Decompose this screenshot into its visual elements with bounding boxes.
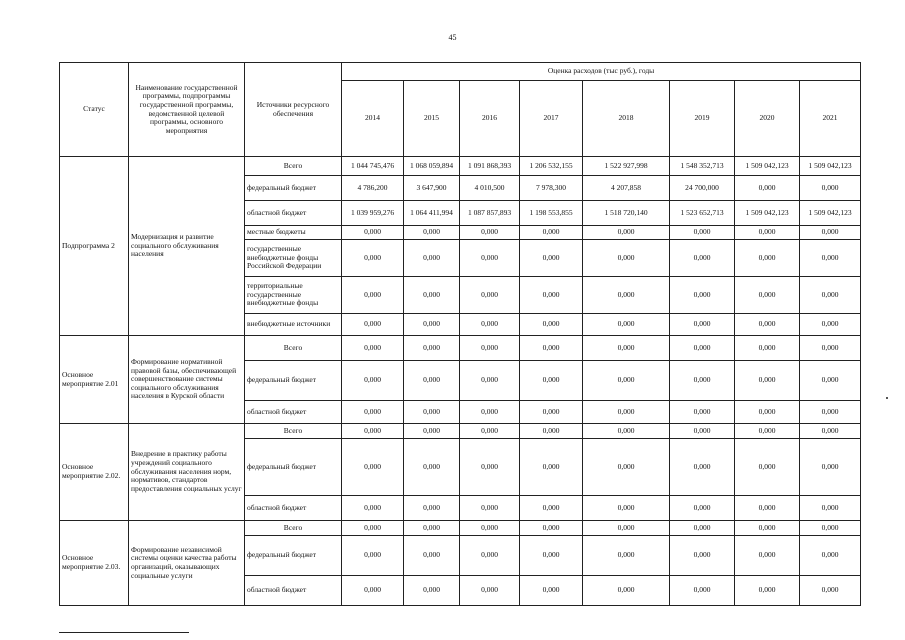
value-cell: 0,000 — [583, 401, 670, 424]
footnote-line — [59, 632, 189, 633]
status-cell: Подпрограмма 2 — [60, 157, 129, 336]
value-cell: 0,000 — [520, 576, 583, 606]
value-cell: 0,000 — [800, 521, 861, 536]
value-cell: 0,000 — [735, 576, 800, 606]
value-cell: 1 198 553,855 — [520, 201, 583, 226]
value-cell: 0,000 — [670, 336, 735, 361]
header-name: Наименование государственной программы, подпрограммы государственной программы, ведомственной целевой программы, основного мероприятия — [129, 63, 245, 157]
value-cell: 0,000 — [460, 336, 520, 361]
value-cell: 0,000 — [800, 226, 861, 240]
value-cell: 0,000 — [800, 314, 861, 336]
value-cell: 0,000 — [583, 424, 670, 439]
value-cell: 0,000 — [735, 240, 800, 277]
value-cell: 4 207,858 — [583, 176, 670, 201]
value-cell: 0,000 — [583, 361, 670, 401]
value-cell: 0,000 — [520, 401, 583, 424]
value-cell: 0,000 — [735, 176, 800, 201]
status-cell: Основное мероприятие 2.03. — [60, 521, 129, 606]
value-cell: 0,000 — [583, 277, 670, 314]
source-cell: областной бюджет — [245, 201, 342, 226]
status-cell: Основное мероприятие 2.01 — [60, 336, 129, 424]
value-cell: 1 509 042,123 — [735, 201, 800, 226]
value-cell: 0,000 — [735, 314, 800, 336]
value-cell: 0,000 — [735, 521, 800, 536]
page-number: 45 — [448, 33, 457, 42]
value-cell: 0,000 — [800, 576, 861, 606]
value-cell: 0,000 — [520, 277, 583, 314]
table-row — [60, 424, 861, 439]
value-cell: 0,000 — [670, 424, 735, 439]
value-cell: 0,000 — [520, 240, 583, 277]
value-cell: 4 010,500 — [460, 176, 520, 201]
value-cell: 0,000 — [404, 277, 460, 314]
value-cell: 0,000 — [342, 240, 404, 277]
value-cell: 0,000 — [460, 439, 520, 496]
value-cell: 0,000 — [800, 536, 861, 576]
value-cell: 0,000 — [670, 576, 735, 606]
value-cell: 1 091 868,393 — [460, 157, 520, 176]
source-cell: Всего — [245, 157, 342, 176]
value-cell: 0,000 — [404, 576, 460, 606]
table-row — [60, 521, 861, 536]
value-cell: 0,000 — [342, 314, 404, 336]
value-cell: 0,000 — [520, 361, 583, 401]
value-cell: 1 509 042,123 — [735, 157, 800, 176]
value-cell: 0,000 — [460, 314, 520, 336]
value-cell: 0,000 — [342, 496, 404, 521]
value-cell: 0,000 — [460, 240, 520, 277]
value-cell: 0,000 — [520, 424, 583, 439]
value-cell: 0,000 — [404, 496, 460, 521]
header-year: 2015 — [404, 81, 460, 157]
header-year: 2018 — [583, 81, 670, 157]
value-cell: 0,000 — [460, 576, 520, 606]
value-cell: 0,000 — [670, 277, 735, 314]
source-cell: Всего — [245, 336, 342, 361]
value-cell: 1 522 927,998 — [583, 157, 670, 176]
value-cell: 0,000 — [670, 536, 735, 576]
value-cell: 0,000 — [670, 401, 735, 424]
value-cell: 1 509 042,123 — [800, 157, 861, 176]
value-cell: 0,000 — [342, 439, 404, 496]
budget-table — [59, 62, 861, 606]
source-cell: федеральный бюджет — [245, 361, 342, 401]
value-cell: 1 039 959,276 — [342, 201, 404, 226]
value-cell: 1 068 059,894 — [404, 157, 460, 176]
header-sources: Источники ресурсного обеспечения — [245, 63, 342, 157]
value-cell: 1 509 042,123 — [800, 201, 861, 226]
value-cell: 0,000 — [735, 424, 800, 439]
value-cell: 0,000 — [800, 361, 861, 401]
value-cell: 0,000 — [800, 401, 861, 424]
value-cell: 0,000 — [404, 439, 460, 496]
value-cell: 0,000 — [342, 336, 404, 361]
value-cell: 0,000 — [735, 536, 800, 576]
value-cell: 1 206 532,155 — [520, 157, 583, 176]
value-cell: 0,000 — [520, 496, 583, 521]
value-cell: 0,000 — [520, 439, 583, 496]
name-cell: Внедрение в практику работы учреждений социального обслуживания населения норм, нормативов, стандартов предоставления социальных услуг — [129, 424, 245, 521]
value-cell: 0,000 — [342, 277, 404, 314]
value-cell: 0,000 — [342, 401, 404, 424]
value-cell: 0,000 — [460, 361, 520, 401]
value-cell: 0,000 — [460, 424, 520, 439]
value-cell: 0,000 — [670, 496, 735, 521]
value-cell: 0,000 — [583, 536, 670, 576]
value-cell: 0,000 — [800, 336, 861, 361]
header-year: 2017 — [520, 81, 583, 157]
value-cell: 0,000 — [342, 424, 404, 439]
value-cell: 0,000 — [735, 277, 800, 314]
header-year: 2019 — [670, 81, 735, 157]
value-cell: 1 044 745,476 — [342, 157, 404, 176]
value-cell: 0,000 — [735, 496, 800, 521]
value-cell: 1 087 857,893 — [460, 201, 520, 226]
value-cell: 0,000 — [670, 226, 735, 240]
source-cell: территориальные государственные внебюджетные фонды — [245, 277, 342, 314]
value-cell: 0,000 — [583, 521, 670, 536]
value-cell: 0,000 — [583, 576, 670, 606]
value-cell: 0,000 — [404, 226, 460, 240]
value-cell: 0,000 — [583, 336, 670, 361]
header-status: Статус — [60, 63, 129, 157]
source-cell: местные бюджеты — [245, 226, 342, 240]
value-cell: 0,000 — [670, 521, 735, 536]
value-cell: 0,000 — [583, 439, 670, 496]
value-cell: 0,000 — [735, 439, 800, 496]
value-cell: 0,000 — [460, 521, 520, 536]
value-cell: 0,000 — [735, 226, 800, 240]
value-cell: 0,000 — [342, 361, 404, 401]
status-cell: Основное мероприятие 2.02. — [60, 424, 129, 521]
name-cell: Формирование нормативной правовой базы, обеспечивающей совершенствование системы социального обслуживания населения в Курской области — [129, 336, 245, 424]
value-cell: 0,000 — [342, 576, 404, 606]
value-cell: 0,000 — [404, 521, 460, 536]
source-cell: Всего — [245, 424, 342, 439]
value-cell: 1 548 352,713 — [670, 157, 735, 176]
value-cell: 0,000 — [800, 277, 861, 314]
value-cell: 0,000 — [520, 521, 583, 536]
header-year: 2021 — [800, 81, 861, 157]
source-cell: внебюджетные источники — [245, 314, 342, 336]
value-cell: 7 978,300 — [520, 176, 583, 201]
value-cell: 0,000 — [342, 226, 404, 240]
value-cell: 1 064 411,994 — [404, 201, 460, 226]
value-cell: 0,000 — [520, 536, 583, 576]
name-cell: Формирование независимой системы оценки качества работы организаций, оказывающих социальные услуги — [129, 521, 245, 606]
value-cell: 0,000 — [404, 314, 460, 336]
value-cell: 3 647,900 — [404, 176, 460, 201]
source-cell: областной бюджет — [245, 401, 342, 424]
value-cell: 0,000 — [342, 521, 404, 536]
value-cell: 0,000 — [800, 496, 861, 521]
value-cell: 0,000 — [342, 536, 404, 576]
value-cell: 0,000 — [404, 536, 460, 576]
value-cell: 0,000 — [583, 496, 670, 521]
value-cell: 0,000 — [404, 336, 460, 361]
source-cell: федеральный бюджет — [245, 536, 342, 576]
value-cell: 0,000 — [670, 314, 735, 336]
source-cell: государственные внебюджетные фонды Российской Федерации — [245, 240, 342, 277]
value-cell: 24 700,000 — [670, 176, 735, 201]
header-year: 2020 — [735, 81, 800, 157]
table-row — [60, 157, 861, 176]
value-cell: 0,000 — [404, 424, 460, 439]
header-year: 2014 — [342, 81, 404, 157]
value-cell: 0,000 — [404, 361, 460, 401]
value-cell: 0,000 — [404, 401, 460, 424]
value-cell: 0,000 — [460, 277, 520, 314]
value-cell: 0,000 — [460, 496, 520, 521]
source-cell: федеральный бюджет — [245, 439, 342, 496]
value-cell: 0,000 — [800, 176, 861, 201]
value-cell: 0,000 — [520, 336, 583, 361]
value-cell: 0,000 — [670, 439, 735, 496]
value-cell: 0,000 — [800, 439, 861, 496]
value-cell: 0,000 — [800, 424, 861, 439]
header-year: 2016 — [460, 81, 520, 157]
source-cell: областной бюджет — [245, 576, 342, 606]
header-estimate: Оценка расходов (тыс руб.), годы — [342, 63, 861, 81]
value-cell: 0,000 — [520, 226, 583, 240]
source-cell: Всего — [245, 521, 342, 536]
value-cell: 1 523 652,713 — [670, 201, 735, 226]
value-cell: 0,000 — [520, 314, 583, 336]
value-cell: 0,000 — [800, 240, 861, 277]
value-cell: 0,000 — [583, 240, 670, 277]
value-cell: 0,000 — [404, 240, 460, 277]
source-cell: федеральный бюджет — [245, 176, 342, 201]
name-cell: Модернизация и развитие социального обслуживания населения — [129, 157, 245, 336]
value-cell: 0,000 — [670, 361, 735, 401]
value-cell: 0,000 — [735, 361, 800, 401]
value-cell: 1 518 720,140 — [583, 201, 670, 226]
value-cell: 0,000 — [583, 226, 670, 240]
value-cell: 4 786,200 — [342, 176, 404, 201]
value-cell: 0,000 — [460, 401, 520, 424]
source-cell: областной бюджет — [245, 496, 342, 521]
value-cell: 0,000 — [460, 536, 520, 576]
value-cell: 0,000 — [735, 401, 800, 424]
table-row — [60, 336, 861, 361]
scan-mark — [886, 397, 888, 399]
value-cell: 0,000 — [735, 336, 800, 361]
value-cell: 0,000 — [670, 240, 735, 277]
value-cell: 0,000 — [460, 226, 520, 240]
value-cell: 0,000 — [583, 314, 670, 336]
